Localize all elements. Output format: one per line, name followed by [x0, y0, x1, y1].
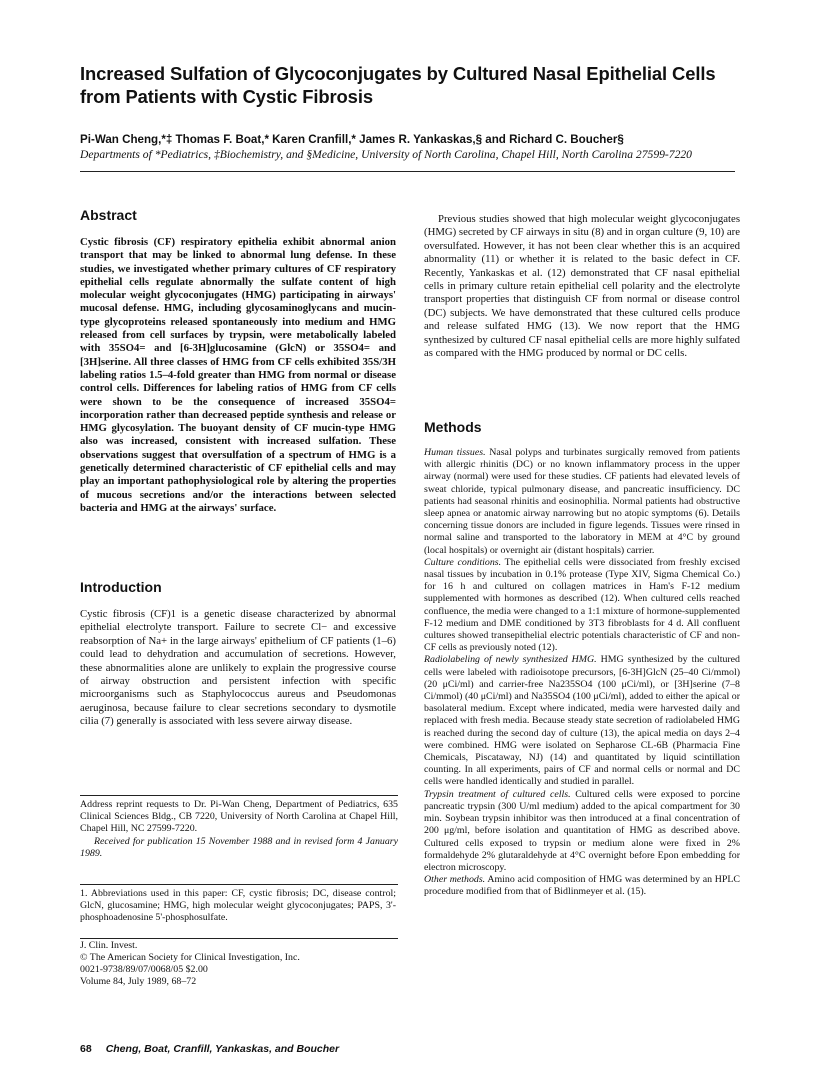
trypsin-label: Trypsin treatment of cultured cells. — [424, 788, 571, 800]
introduction-heading: Introduction — [80, 579, 162, 595]
methods-heading: Methods — [424, 419, 482, 435]
abstract-text: Cystic fibrosis (CF) respiratory epithelia exhibit abnormal anion transport that may be linked to abnormal lung defense. In these studies, we investigated whether primary cultures of CF respiratory epithelial cells regulate abnormally the sulfate content of high molecular weight glycoconjugates (HMG) participating in airways' mucosal defense. HMG, including glycosaminoglycans and mucin-type glycoproteins released spontaneously into medium and HMG released from cell surfaces by trypsin, were metabolically labeled with 35SO4= and [6-3H]glucosamine (GlcN) or 35SO4= and [3H]serine. All three classes of HMG from CF cells exhibited 35S/3H labeling ratios 1.5–4-fold greater than HMG from normal or disease control cells. Differences for labeling ratios of HMG from CF cells were shown to be the consequence of increased 35SO4= incorporation rather than decreased peptide synthesis and release or HMG glycosylation. The buoyant density of CF mucin-type HMG also was increased, consistent with increased sulfation. These observations suggest that oversulfation of a spectrum of HMG is a genetically determined characteristic of CF epithelial cells and may play an important pathophysiological role by altering the properties of mucous secretions and/or the interactions between selected bacteria and HMG at the airways' surface. — [80, 236, 396, 514]
abbreviations-footnote: 1. Abbreviations used in this paper: CF, cystic fibrosis; DC, disease control; GlcN, glucosamine; HMG, high molecular weight glycoconjugates; PAPS, 3'-phosphoadenosine 5'-phosphosulfate. — [80, 888, 396, 924]
human-tissues-paragraph — [424, 447, 740, 557]
culture-text: The epithelial cells were dissociated from freshly excised nasal tissues by incubation in 0.1% protease (Type XIV, Sigma Chemical Co.) for 16 h and cultured on collagen matrices in Ham's F-12 medium supplemented with hormones as described (12). When cultured cells reached confluence, the media were changed to a 1:1 mixture of hormone-supplemented F-12 medium and DME conditioned by 3T3 fibroblasts for 4 d. All confluent cultures showed transepithelial electric potentials characteristic of CF and non-CF cells as previously noted (12). — [424, 556, 741, 654]
human-tissues-label: Human tissues. — [424, 447, 486, 458]
citation-rule — [80, 938, 398, 939]
footnote-block — [80, 884, 396, 925]
other-methods-label: Other methods. — [424, 874, 486, 886]
culture-paragraph — [424, 557, 740, 655]
correspondence-block — [80, 795, 398, 860]
culture-label: Culture conditions. — [424, 556, 502, 568]
article-code: 0021-9738/89/07/0068/05 $2.00 — [80, 964, 208, 975]
page-footer — [80, 1043, 339, 1055]
header-divider — [80, 171, 735, 172]
introduction-text: Cystic fibrosis (CF)1 is a genetic disease characterized by abnormal epithelial electrolyte transport. Failure to secrete Cl− and excessive reabsorption of Na+ in the large airways' epithelium of CF patients (1–6) could lead to dehydration and accumulation of secretions. However, these abnormalities alone are unlikely to explain the progressive course of airway obstruction and persistent infection with specific microorganisms such as Staphylococcus aureus and Pseudomonas aeruginosa, because failure to clear secretions secondary to dysmotile cilia (7) generally is associated with less severe airway disease. — [80, 608, 396, 728]
volume-info: Volume 84, July 1989, 68–72 — [80, 976, 197, 987]
article-title: Increased Sulfation of Glycoconjugates by Cultured Nasal Epithelial Cells from Patients with Cystic Fibrosis — [80, 63, 716, 107]
abstract-heading: Abstract — [80, 207, 137, 223]
human-tissues-text: Nasal polyps and turbinates surgically removed from patients with allergic rhinitis (DC) or no known inflammatory process in the upper airway (normal) were used for these studies. CF patients had elevated levels of sweat chloride, typical pulmonary disease, and pancreatic insufficiency. DC patients had seasonal rhinitis and eosinophilia. Normal patients had obstructive sleep apnea or anatomic airway narrowing but no atopic symptoms (6). Details concerning tissue donors are included in figure legends. Tissues were rinsed in normal saline and transported to the laboratory in MEM at 4°C by ground (local hospitals) or overnight air (distant hospitals) carrier. — [424, 447, 740, 556]
radiolabel-label: Radiolabeling of newly synthesized HMG. — [424, 654, 597, 666]
other-methods-text: Amino acid composition of HMG was determined by an HPLC procedure modified from that of Bidlinmeyer et al. (15). — [424, 874, 741, 898]
other-methods-paragraph — [424, 874, 740, 898]
methods-body — [424, 447, 740, 899]
affiliation: Departments of *Pediatrics, ‡Biochemistry, and §Medicine, University of North Carolina, Chapel Hill, North Carolina 27599-7220 — [80, 148, 692, 161]
running-head: Cheng, Boat, Cranfill, Yankaskas, and Boucher — [105, 1043, 340, 1055]
author-list: Pi-Wan Cheng,*‡ Thomas F. Boat,* Karen Cranfill,* James R. Yankaskas,§ and Richard C. Boucher§ — [80, 133, 624, 146]
trypsin-paragraph — [424, 789, 740, 874]
correspondence-rule — [80, 795, 398, 796]
reprint-address: Address reprint requests to Dr. Pi-Wan Cheng, Department of Pediatrics, 635 Clinical Sciences Bldg., CB 7220, University of North Carolina at Chapel Hill, Chapel Hill, NC 27599-7220. — [80, 799, 398, 835]
footnote-rule — [80, 884, 398, 885]
trypsin-text: Cultured cells were exposed to porcine pancreatic trypsin (300 U/ml medium) added to the apical compartment for 30 min. Soybean trypsin inhibitor was then introduced at a final concentration of 200 μg/ml, before isolation and quantitation of HMG as described above. Cultured cells exposed to trypsin or medium alone were fixed in 2% formaldehyde 2% glutaraldehyde at 4°C overnight before Epon embedding for electron microscopy. — [424, 788, 741, 873]
page-number: 68 — [80, 1043, 92, 1055]
radiolabel-text: HMG synthesized by the cultured cells were labeled with radioisotope precursors, [6-3H]GlcN (25–40 Ci/mmol) (20 μCi/ml) and carrier-free Na235SO4 (100 μCi/ml), or [3H]serine (7–8 Ci/mmol) (40 μCi/ml) and Na35SO4 (100 μCi/ml), added to either the apical or basolateral medium. Except where indicated, media were harvested daily and replaced with fresh media. Because steady state secretion of radiolabeled HMG is reached during the second day of culture (13), the apical media on days 2–4 were combined. HMG were isolated on Sepharose CL-6B (Pharmacia Fine Chemicals, Piscataway, NJ) (14) and quantitated by liquid scintillation counting. In all experiments, pairs of CF and normal cells or normal and DC cells were handled identically and studied in parallel. — [424, 654, 740, 788]
received-date: Received for publication 15 November 1988 and in revised form 4 January 1989. — [80, 835, 398, 859]
journal-name: J. Clin. Invest. — [80, 940, 138, 951]
radiolabel-paragraph — [424, 654, 740, 788]
copyright: © The American Society for Clinical Investigation, Inc. — [80, 952, 300, 963]
intro-continued-text: Previous studies showed that high molecular weight glycoconjugates (HMG) secreted by CF airways in situ (8) and in organ culture (9, 10) are oversulfated. However, it has not been clear whether this is an acquired abnormality (11) or whether it is related to the basic defect in CF. Recently, Yankaskas et al. (12) demonstrated that CF nasal epithelial cells in primary culture retain epithelial cell polarity and the electrolyte transport properties that distinguish CF from normal or disease control (DC) subjects. We have demonstrated that these cultured cells produce and release sulfated HMG (13). We now report that the HMG synthesized by cultured CF nasal epithelial cells are more highly sulfated as compared with the HMG produced by normal or DC cells. — [424, 213, 740, 360]
